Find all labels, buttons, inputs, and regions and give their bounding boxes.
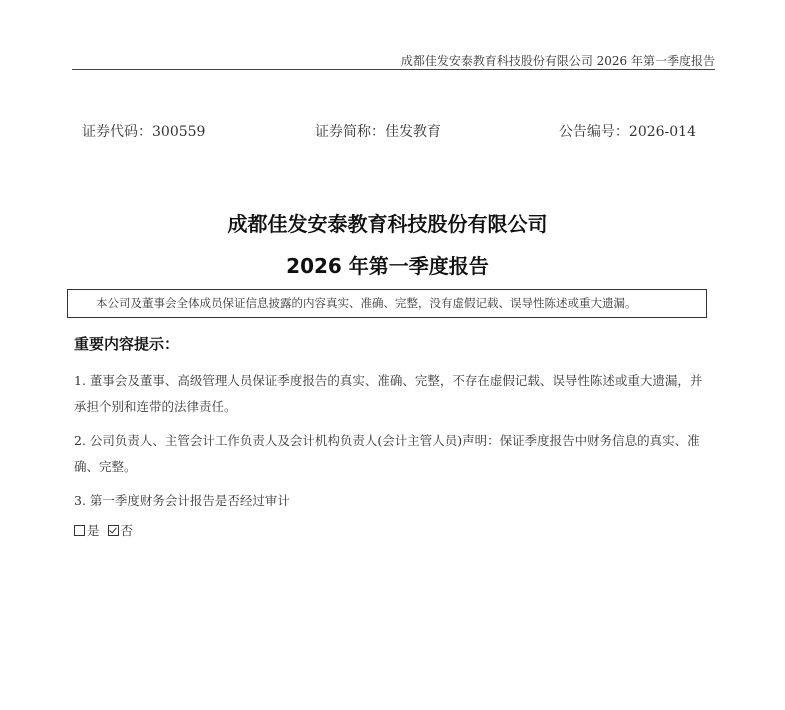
announcement-number: 公告编号：2026-014 [558, 124, 696, 140]
audit-yes-checkbox[interactable] [74, 525, 85, 536]
audit-options [74, 521, 133, 539]
stock-code: 证券代码：300559 [82, 124, 206, 140]
audit-no-label: 否 [120, 523, 134, 538]
audit-yes-label: 是 [87, 523, 100, 538]
audit-no-checkbox[interactable] [108, 525, 119, 536]
report-title: 2026 年第一季度报告 [286, 254, 489, 278]
notes-list [74, 368, 714, 522]
disclosure-statement: 本公司及董事会全体成员保证信息披露的内容真实、准确、完整，没有虚假记载、误导性陈述或重大遗漏。 [67, 289, 707, 318]
notes-heading: 重要内容提示： [74, 335, 180, 353]
running-header: 成都佳发安泰教育科技股份有限公司 2026 年第一季度报告 [400, 54, 715, 68]
company-title: 成都佳发安泰教育科技股份有限公司 [227, 212, 548, 236]
note-item-2: 2. 公司负责人、主管会计工作负责人及会计机构负责人(会计主管人员)声明：保证季度报告中财务信息的真实、准确、完整。 [74, 433, 700, 474]
note-item-3: 3. 第一季度财务会计报告是否经过审计 [74, 493, 290, 508]
note-item-1: 1. 董事会及董事、高级管理人员保证季度报告的真实、准确、完整，不存在虚假记载、误导性陈述或重大遗漏，并承担个别和连带的法律责任。 [74, 373, 703, 414]
stock-abbreviation: 证券简称：佳发教育 [315, 124, 441, 140]
header-rule [72, 69, 715, 70]
